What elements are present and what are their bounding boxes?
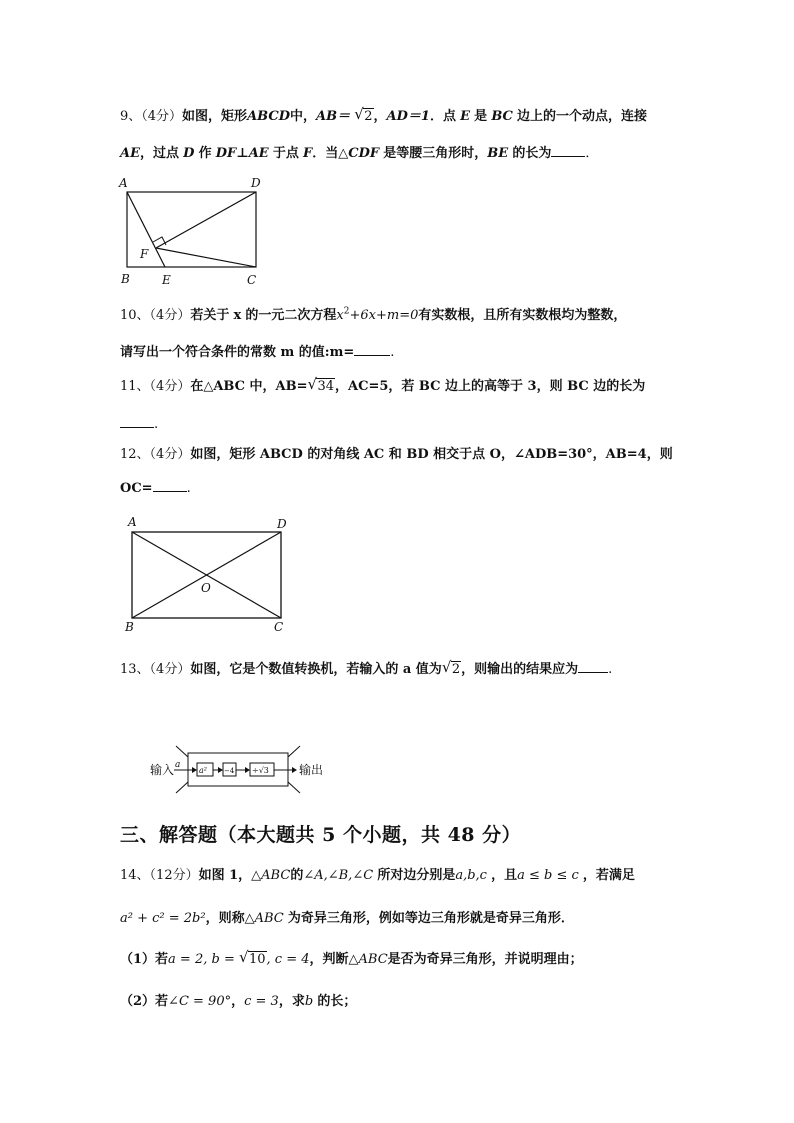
q9-text: 中，	[290, 109, 317, 124]
q9-text: 如图，矩形	[182, 109, 248, 124]
q13-text: 如图，它是个数值转换机，若输入的 a 值为	[190, 662, 442, 677]
q12-figure	[120, 512, 300, 637]
q9-var: AB＝	[316, 109, 351, 124]
q9-text: ，过点	[140, 146, 180, 161]
machine-box-subtract-text: −4	[224, 767, 235, 775]
q11-end: .	[154, 417, 159, 432]
q9-var: BC	[491, 109, 513, 124]
machine-funnel-line	[176, 746, 188, 757]
q10-equation: +6x+m=0	[349, 308, 419, 323]
q12-line1	[120, 445, 673, 465]
q9-text: 边上的一个动点，连接	[517, 109, 648, 124]
q14-text: ，	[231, 994, 245, 1009]
q12-label-a: A	[128, 515, 137, 529]
q14-text: 为奇异三角形，例如等边三角形就是奇异三角形．	[287, 911, 574, 926]
q14-text: 所对边分别是	[377, 868, 456, 883]
q14-math: c = 3	[244, 994, 279, 1009]
q10-text: 若关于	[190, 308, 230, 323]
q12-end: .	[186, 481, 191, 496]
q9-var: BE	[487, 146, 509, 161]
q9-label-b: B	[121, 272, 130, 286]
q9-line2	[120, 143, 598, 164]
q14-text: （2）若	[120, 994, 169, 1009]
q14-text: ，判断	[309, 952, 349, 967]
machine-funnel-line	[288, 782, 300, 793]
q14-line1	[120, 866, 635, 886]
q9-var: DF⊥AE	[215, 146, 269, 161]
q13-sqrt: √ 2	[441, 658, 461, 677]
q14-math: b	[304, 994, 314, 1009]
q9-text: ．当△	[312, 146, 349, 161]
q9-var: D	[183, 146, 195, 161]
q14-math: △ABC	[251, 868, 291, 883]
q14-text: 的	[290, 868, 304, 883]
q14-text: ，求	[278, 994, 305, 1009]
q9-text: 于点	[272, 146, 299, 161]
q14-math: △ABC	[348, 952, 388, 967]
q14-math: △ABC	[244, 911, 284, 926]
answer-blank	[578, 659, 608, 673]
q9-text: 作	[198, 146, 212, 161]
q10-equation: x	[336, 308, 344, 323]
machine-box-divide-text: ÷√3	[252, 766, 269, 775]
q9-var: ABCD	[247, 109, 290, 124]
q12-label-b: B	[125, 620, 134, 634]
q11-number: 11、（4分）	[120, 379, 191, 394]
q9-label-a: A	[119, 176, 128, 190]
q14-math: a² + c² = 2b²	[120, 911, 206, 926]
section-heading: 三、解答题（本大题共 5 个小题，共 48 分）	[120, 824, 522, 846]
q14-part2	[120, 992, 356, 1012]
q10-var: x	[233, 308, 242, 323]
q14-sqrt: √ 10	[238, 948, 266, 967]
q9-var: CDF	[348, 146, 380, 161]
q11-text: ，AC=5，若 BC 边上的高等于 3，则 BC 边的长为	[335, 379, 646, 394]
q9-var: F	[303, 146, 313, 161]
answer-blank	[153, 478, 187, 492]
q9-label-d: D	[251, 176, 261, 190]
q10-end: .	[390, 345, 395, 360]
q14-text: 如图 1，	[198, 868, 252, 883]
q14-text: ，则称	[205, 911, 245, 926]
q10-text: 请写出一个符合条件的常数 m 的值:m=	[120, 345, 355, 360]
q12-text: 如图，矩形 ABCD 的对角线 AC 和 BD 相交于点 O，∠ADB=30°，AB=4，则	[190, 447, 673, 462]
q9-figure	[115, 172, 285, 292]
q14-text: 是否为奇异三角形，并说明理由；	[387, 952, 583, 967]
machine-input-label: 输入	[150, 763, 175, 777]
q14-math: a ≤ b ≤ c	[517, 868, 579, 883]
q12-number: 12、（4分）	[120, 447, 191, 462]
q10-number: 10、（4分）	[120, 308, 191, 323]
arrow-head-icon	[192, 767, 197, 773]
q14-number: 14、（12分）	[120, 868, 199, 883]
q9-var: AE	[120, 146, 140, 161]
q9-line1	[120, 107, 647, 127]
q12-label-d: D	[277, 517, 287, 531]
q9-segment-df	[156, 192, 256, 248]
q9-label-f: F	[140, 247, 149, 261]
arrow-head-icon	[292, 767, 297, 773]
q14-text: 的长；	[317, 994, 357, 1009]
q11-text: 在△ABC 中，AB=	[190, 379, 308, 394]
q14-math: ∠C = 90°	[168, 994, 232, 1009]
q9-var: E	[460, 109, 471, 124]
q11-sqrt: √ 34	[307, 375, 335, 394]
q13-text: ，则输出的结果应为	[461, 662, 579, 677]
q13-line1	[120, 659, 612, 680]
q9-segment-fc	[156, 248, 256, 267]
machine-input-var: a	[175, 760, 181, 770]
answer-blank	[120, 414, 154, 428]
q9-text: ．点	[429, 109, 456, 124]
q13-machine-figure	[148, 745, 348, 795]
arrow-head-icon	[218, 767, 223, 773]
q10-line2	[120, 342, 394, 363]
q9-text: ，	[373, 109, 387, 124]
q9-var: AD＝1	[386, 109, 430, 124]
answer-blank	[551, 143, 585, 157]
q14-math: ∠A,∠B,∠C	[303, 868, 374, 883]
q14-text: ，若满足	[582, 868, 635, 883]
q12-line2	[120, 478, 191, 499]
machine-output-label: 输出	[299, 763, 324, 777]
machine-funnel-line	[176, 782, 188, 793]
q14-math: , c = 4	[266, 952, 310, 967]
q9-end: ．	[585, 146, 599, 161]
q10-text: 的一元二次方程	[245, 308, 337, 323]
q9-text: 是等腰三角形时，	[383, 146, 488, 161]
q10-text: 有实数根，且所有实数根均为整数，	[418, 308, 627, 323]
q13-number: 13、（4分）	[120, 662, 191, 677]
q14-text: （1）若	[120, 952, 169, 967]
q12-label-o: O	[201, 581, 211, 595]
machine-box-square-text: a²	[199, 766, 207, 775]
q12-text: OC=	[120, 481, 153, 496]
q9-sqrt: √ 2	[354, 105, 373, 124]
q10-line1: 10、（4分）若关于 x 的一元二次方程$x^2+6x+m=0$有实数根，且所有实数根均为整数，	[120, 306, 627, 323]
q9-number: 9、（4分）	[120, 109, 183, 124]
q11-line2	[120, 414, 158, 435]
q14-line2	[120, 909, 574, 929]
q14-math: a = 2, b =	[168, 952, 239, 967]
q14-math: a,b,c	[455, 868, 487, 883]
q14-part1	[120, 950, 583, 970]
q9-text: 的长为	[512, 146, 552, 161]
arrow-head-icon	[245, 767, 250, 773]
q14-text: ，且	[491, 868, 518, 883]
q9-text: 是	[474, 109, 488, 124]
q13-end: .	[608, 662, 613, 677]
q9-label-c: C	[247, 273, 257, 287]
answer-blank	[354, 342, 390, 356]
machine-funnel-line	[288, 746, 300, 757]
q11-line1	[120, 377, 645, 397]
q9-label-e: E	[162, 273, 171, 287]
q12-label-c: C	[274, 620, 284, 634]
